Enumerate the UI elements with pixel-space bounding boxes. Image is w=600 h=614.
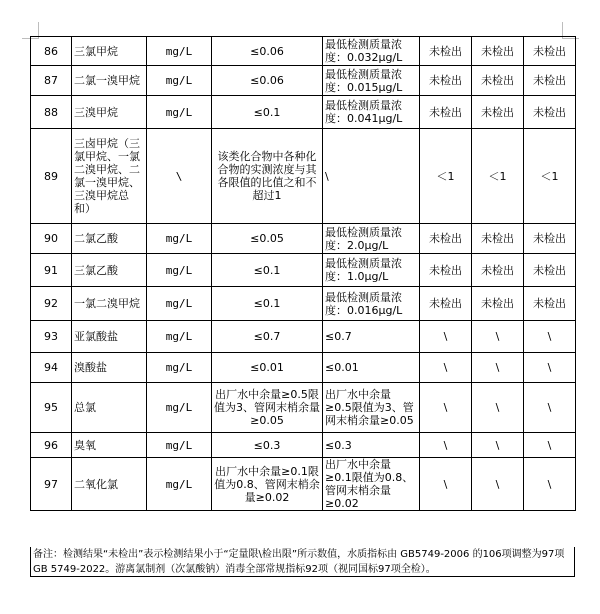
indicator-name: 一氯二溴甲烷 [72, 287, 147, 321]
table-row [31, 321, 576, 353]
standard-limit: 出厂水中余量≥0.5限值为3、管网末梢余量≥0.05 [212, 383, 323, 433]
remark-note: 备注：检测结果“未检出”表示检测结果小于“定量限\检出限”所示数值，水质指标由 GB5749-2006 的106项调整为97项 GB 5749-2022。游离氯制剂（次氯酸钠）消毒全部常规指标92项（视同国标97项全检）。 [30, 547, 575, 577]
standard-limit: ≤0.01 [212, 353, 323, 383]
result-1: 未检出 [420, 96, 472, 129]
table-row [31, 353, 576, 383]
result-3: 未检出 [524, 224, 576, 254]
indicator-name: 溴酸盐 [72, 353, 147, 383]
detection-limit: 最低检测质量浓度：1.0μg/L [323, 254, 420, 287]
result-3: 未检出 [524, 96, 576, 129]
result-1: \ [420, 383, 472, 433]
standard-limit: ≤0.3 [212, 433, 323, 458]
result-1: 未检出 [420, 66, 472, 96]
result-1: \ [420, 353, 472, 383]
detection-limit: 最低检测质量浓度：2.0μg/L [323, 224, 420, 254]
table-row [31, 383, 576, 433]
result-3: \ [524, 433, 576, 458]
indicator-name: 二氧化氯 [72, 458, 147, 511]
unit: mg/L [147, 254, 212, 287]
result-1: 未检出 [420, 254, 472, 287]
table-row [31, 224, 576, 254]
result-1: \ [420, 433, 472, 458]
detection-limit: 出厂水中余量≥0.1限值为0.8、管网末梢余量≥0.02 [323, 458, 420, 511]
indicator-name: 臭氧 [72, 433, 147, 458]
result-3: \ [524, 321, 576, 353]
row-number: 88 [31, 96, 72, 129]
table-row [31, 287, 576, 321]
unit: mg/L [147, 433, 212, 458]
detection-limit: ≤0.7 [323, 321, 420, 353]
table-row [31, 433, 576, 458]
result-3: ＜1 [524, 129, 576, 224]
indicator-name: 二氯乙酸 [72, 224, 147, 254]
table-row [31, 129, 576, 224]
water-quality-table [30, 36, 576, 511]
result-2: \ [472, 383, 524, 433]
standard-limit: 该类化合物中各种化合物的实测浓度与其各限值的比值之和不超过1 [212, 129, 323, 224]
indicator-name: 总氯 [72, 383, 147, 433]
unit: mg/L [147, 287, 212, 321]
detection-limit: 最低检测质量浓度：0.015μg/L [323, 66, 420, 96]
detection-limit: 最低检测质量浓度：0.032μg/L [323, 37, 420, 66]
result-1: \ [420, 458, 472, 511]
indicator-name: 三卤甲烷（三氯甲烷、一氯二溴甲烷、二氯一溴甲烷、三溴甲烷总和） [72, 129, 147, 224]
standard-limit: ≤0.1 [212, 96, 323, 129]
unit: mg/L [147, 66, 212, 96]
row-number: 95 [31, 383, 72, 433]
unit: mg/L [147, 37, 212, 66]
table-row [31, 458, 576, 511]
row-number: 87 [31, 66, 72, 96]
result-2: \ [472, 458, 524, 511]
result-3: \ [524, 383, 576, 433]
row-number: 97 [31, 458, 72, 511]
result-3: 未检出 [524, 37, 576, 66]
row-number: 96 [31, 433, 72, 458]
result-2: 未检出 [472, 37, 524, 66]
result-2: 未检出 [472, 224, 524, 254]
indicator-name: 三溴甲烷 [72, 96, 147, 129]
result-3: 未检出 [524, 254, 576, 287]
standard-limit: ≤0.1 [212, 254, 323, 287]
unit: mg/L [147, 96, 212, 129]
row-number: 90 [31, 224, 72, 254]
unit: mg/L [147, 383, 212, 433]
row-number: 94 [31, 353, 72, 383]
unit: mg/L [147, 321, 212, 353]
row-number: 93 [31, 321, 72, 353]
result-2: \ [472, 353, 524, 383]
standard-limit: ≤0.05 [212, 224, 323, 254]
result-3: 未检出 [524, 287, 576, 321]
result-1: ＜1 [420, 129, 472, 224]
result-3: \ [524, 353, 576, 383]
table-row [31, 96, 576, 129]
table-row [31, 66, 576, 96]
row-number: 89 [31, 129, 72, 224]
standard-limit: ≤0.7 [212, 321, 323, 353]
result-2: 未检出 [472, 96, 524, 129]
unit: \ [147, 129, 212, 224]
result-2: \ [472, 433, 524, 458]
indicator-name: 二氯一溴甲烷 [72, 66, 147, 96]
result-3: \ [524, 458, 576, 511]
result-2: 未检出 [472, 254, 524, 287]
result-2: 未检出 [472, 66, 524, 96]
detection-limit: \ [323, 129, 420, 224]
detection-limit: 最低检测质量浓度：0.016μg/L [323, 287, 420, 321]
row-number: 92 [31, 287, 72, 321]
indicator-name: 三氯乙酸 [72, 254, 147, 287]
table-row [31, 37, 576, 66]
indicator-name: 三氯甲烷 [72, 37, 147, 66]
detection-limit: ≤0.3 [323, 433, 420, 458]
standard-limit: ≤0.06 [212, 37, 323, 66]
unit: mg/L [147, 458, 212, 511]
unit: mg/L [147, 353, 212, 383]
result-3: 未检出 [524, 66, 576, 96]
standard-limit: 出厂水中余量≥0.1限值为0.8、管网末梢余量≥0.02 [212, 458, 323, 511]
result-1: 未检出 [420, 287, 472, 321]
result-2: 未检出 [472, 287, 524, 321]
result-1: \ [420, 321, 472, 353]
result-2: \ [472, 321, 524, 353]
indicator-name: 亚氯酸盐 [72, 321, 147, 353]
standard-limit: ≤0.06 [212, 66, 323, 96]
detection-limit: 最低检测质量浓度：0.041μg/L [323, 96, 420, 129]
row-number: 86 [31, 37, 72, 66]
result-1: 未检出 [420, 224, 472, 254]
result-2: ＜1 [472, 129, 524, 224]
table-body [31, 37, 576, 511]
result-1: 未检出 [420, 37, 472, 66]
standard-limit: ≤0.1 [212, 287, 323, 321]
row-number: 91 [31, 254, 72, 287]
table-row [31, 254, 576, 287]
detection-limit: 出厂水中余量≥0.5限值为3、管网末梢余量≥0.05 [323, 383, 420, 433]
detection-limit: ≤0.01 [323, 353, 420, 383]
unit: mg/L [147, 224, 212, 254]
